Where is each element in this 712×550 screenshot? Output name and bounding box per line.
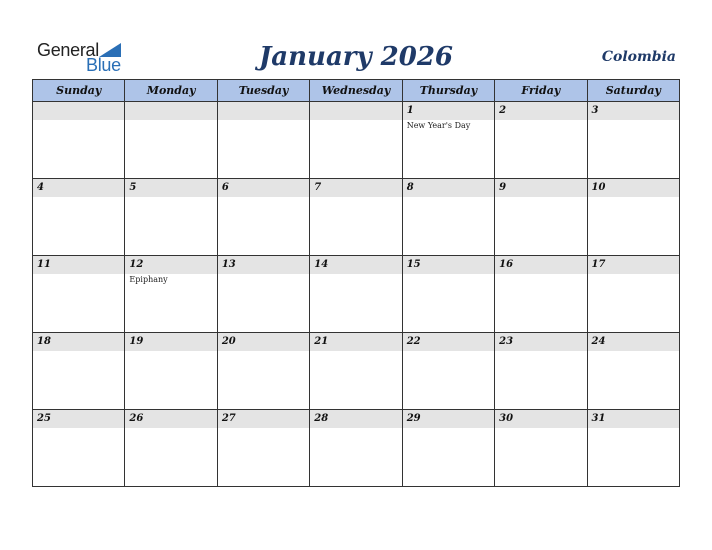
- day-cell: [310, 102, 402, 179]
- day-number: 4: [33, 179, 124, 197]
- day-number: 15: [403, 256, 494, 274]
- day-number: 12: [125, 256, 216, 274]
- day-cell: [217, 333, 309, 410]
- day-cell: [217, 410, 309, 487]
- country-label: Colombia: [601, 49, 676, 65]
- day-cell: [402, 179, 494, 256]
- day-number: 3: [588, 102, 679, 120]
- day-cell: [217, 179, 309, 256]
- day-cell: [217, 256, 309, 333]
- calendar-grid: [32, 79, 680, 487]
- day-cell: [125, 102, 217, 179]
- day-cell: [310, 333, 402, 410]
- week-row: [33, 333, 680, 410]
- day-cell: [33, 410, 125, 487]
- day-number: 27: [218, 410, 309, 428]
- day-number: 30: [495, 410, 586, 428]
- week-row: [33, 256, 680, 333]
- day-cell: [587, 333, 679, 410]
- week-row: [33, 179, 680, 256]
- page-title: January 2026: [258, 42, 454, 72]
- day-number: 9: [495, 179, 586, 197]
- day-number: 2: [495, 102, 586, 120]
- day-cell: [402, 333, 494, 410]
- day-number: 26: [125, 410, 216, 428]
- day-cell: [587, 179, 679, 256]
- day-cell: [125, 333, 217, 410]
- weekday-header: Saturday: [587, 80, 679, 102]
- day-cell: [402, 256, 494, 333]
- day-number: 7: [310, 179, 401, 197]
- weekday-header: Thursday: [402, 80, 494, 102]
- week-row: [33, 102, 680, 179]
- day-number: 11: [33, 256, 124, 274]
- day-number: [33, 102, 124, 120]
- day-number: 20: [218, 333, 309, 351]
- holiday-label: Epiphany: [129, 275, 168, 284]
- day-number: [125, 102, 216, 120]
- weekday-header: Friday: [495, 80, 587, 102]
- day-cell: [125, 410, 217, 487]
- day-cell: [217, 102, 309, 179]
- day-cell: [402, 410, 494, 487]
- day-cell: [33, 333, 125, 410]
- day-number: 22: [403, 333, 494, 351]
- day-number: 10: [588, 179, 679, 197]
- day-number: 29: [403, 410, 494, 428]
- day-cell: [495, 333, 587, 410]
- day-number: 23: [495, 333, 586, 351]
- day-number: 28: [310, 410, 401, 428]
- weekday-header: Wednesday: [310, 80, 402, 102]
- day-cell: [310, 256, 402, 333]
- day-number: 25: [33, 410, 124, 428]
- week-row: [33, 410, 680, 487]
- day-number: 1: [403, 102, 494, 120]
- weekday-header: Monday: [125, 80, 217, 102]
- weekday-header: Tuesday: [217, 80, 309, 102]
- day-cell: [125, 256, 217, 333]
- day-number: 8: [403, 179, 494, 197]
- day-cell: [587, 102, 679, 179]
- day-cell: [495, 179, 587, 256]
- day-number: 6: [218, 179, 309, 197]
- day-number: 14: [310, 256, 401, 274]
- day-cell: [125, 179, 217, 256]
- day-cell: [495, 410, 587, 487]
- day-number: 19: [125, 333, 216, 351]
- day-number: 16: [495, 256, 586, 274]
- day-number: 5: [125, 179, 216, 197]
- holiday-label: New Year's Day: [406, 121, 471, 130]
- day-cell: [587, 256, 679, 333]
- day-number: [218, 102, 309, 120]
- day-number: 17: [588, 256, 679, 274]
- day-number: [310, 102, 401, 120]
- weekday-header: Sunday: [33, 80, 125, 102]
- day-cell: [587, 410, 679, 487]
- day-number: 21: [310, 333, 401, 351]
- day-number: 31: [588, 410, 679, 428]
- day-number: 13: [218, 256, 309, 274]
- day-cell: [310, 179, 402, 256]
- day-cell: [402, 102, 494, 179]
- logo-text-general: General: [37, 40, 99, 60]
- day-cell: [310, 410, 402, 487]
- day-cell: [33, 102, 125, 179]
- day-number: 18: [33, 333, 124, 351]
- day-cell: [33, 179, 125, 256]
- day-cell: [495, 102, 587, 179]
- day-number: 24: [588, 333, 679, 351]
- day-cell: [495, 256, 587, 333]
- weekday-header-row: [33, 80, 680, 102]
- logo-text-blue: Blue: [86, 55, 121, 75]
- day-cell: [33, 256, 125, 333]
